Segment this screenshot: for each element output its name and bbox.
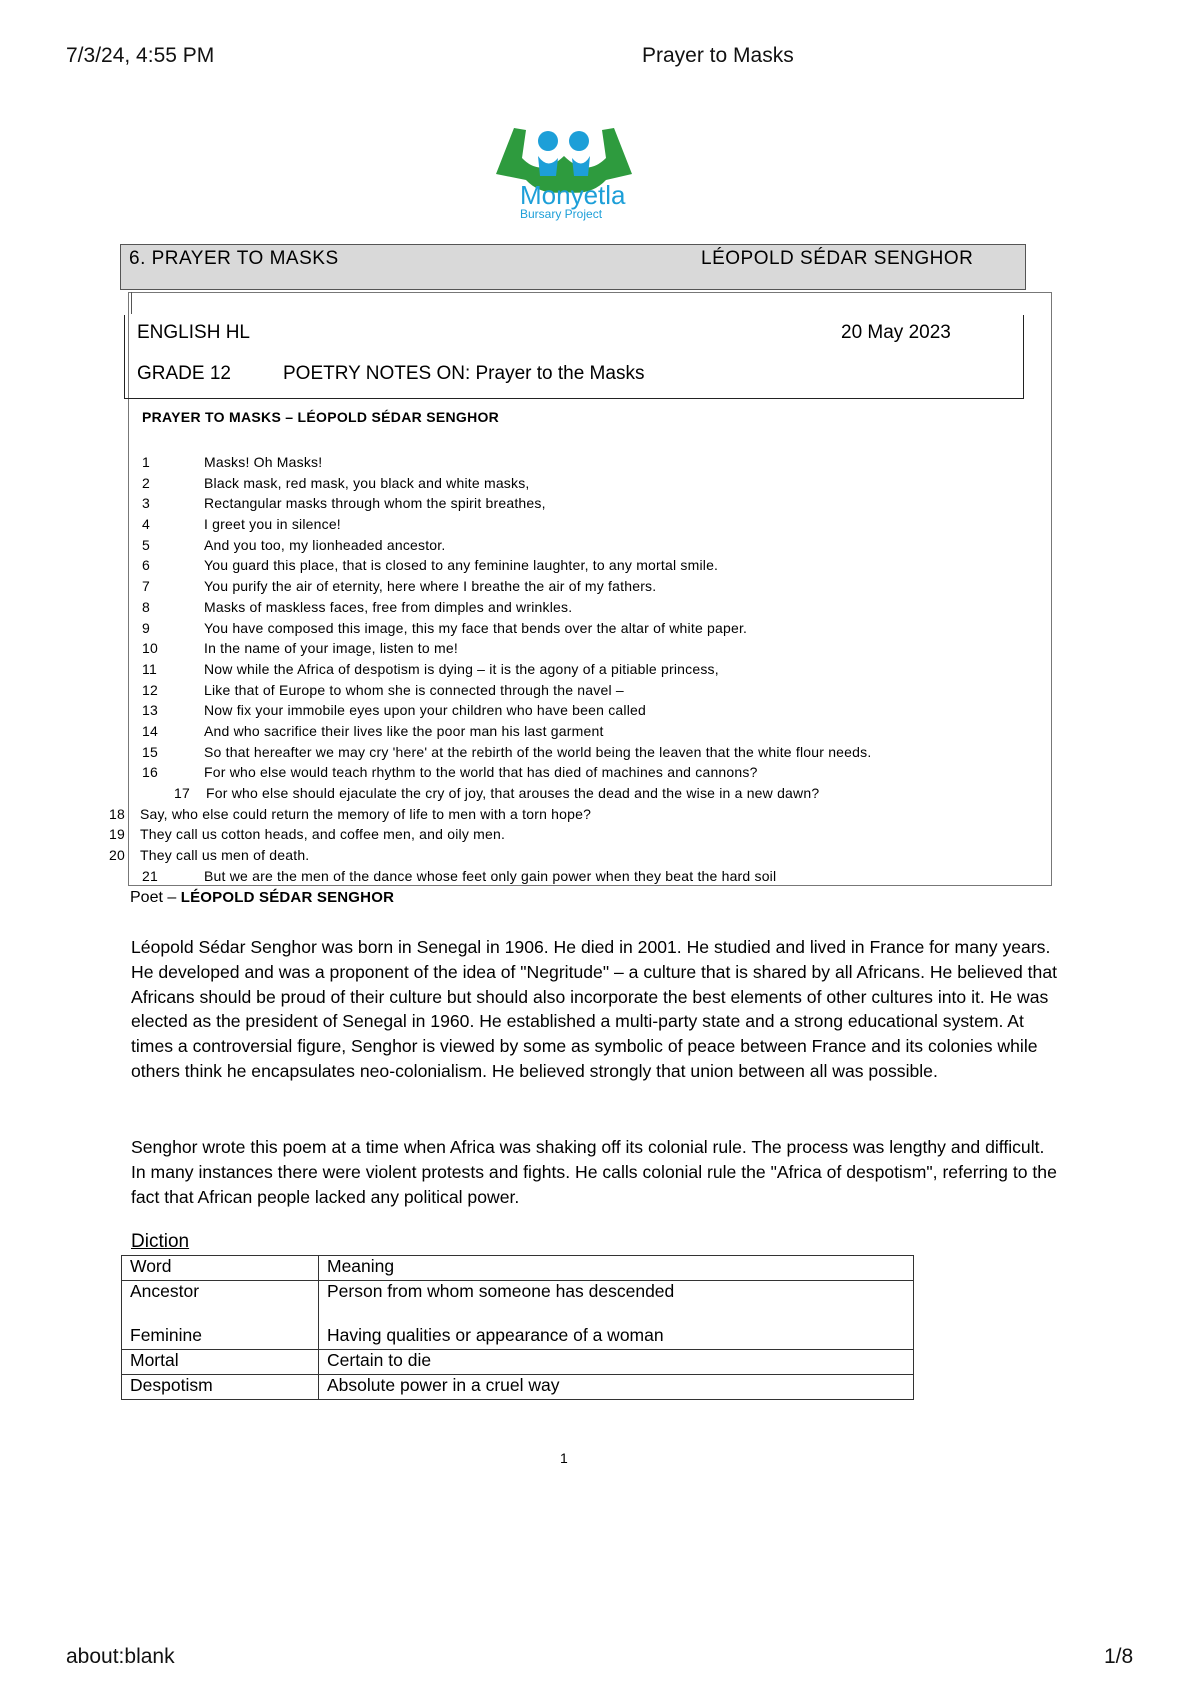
poem-line-text: Masks! Oh Masks! [204, 454, 323, 470]
poem-line-text: Rectangular masks through whom the spirit breathes, [204, 495, 546, 512]
print-header-title: Prayer to Masks [642, 44, 794, 67]
diction-table [121, 1255, 914, 1400]
print-header-date: 7/3/24, 4:55 PM [66, 44, 215, 67]
poem-line-number: 1 [142, 454, 150, 470]
poem-line-text: Say, who else could return the memory of life to men with a torn hope? [140, 805, 592, 822]
poem-line-number: 15 [142, 743, 158, 760]
poem-line-text: And who sacrifice their lives like the poor man his last garment [204, 722, 604, 739]
poet-biography: Léopold Sédar Senghor was born in Senegal in 1906. He died in 2001. He studied and lived in France for many years. He developed and was a proponent of the idea of "Negritude" – a culture that is shared by all Africans. He believed that Africans should be proud of their culture but should also incorporate the best elements of other cultures into it. He was elected as the president of Senegal in 1960. He established a multi-party state and a strong educational system. At times a controversial figure, Senghor is viewed by some as symbolic of peace between France and its colonies while others think he encapsulates neo-colonialism. He believed strongly that union between all was possible. [131, 937, 1057, 1081]
diction-row [122, 1281, 914, 1326]
poem-line-text: Now fix your immobile eyes upon your children who have been called [204, 702, 646, 719]
poem-line-number: 6 [142, 557, 150, 574]
diction-word: Feminine [122, 1325, 319, 1350]
poem-line-number: 14 [142, 722, 158, 739]
poem-line-text: And you too, my lionheaded ancestor. [204, 536, 446, 553]
poem-line-text: Like that of Europe to whom she is connected through the navel – [204, 681, 624, 698]
monyetla-logo [486, 118, 644, 230]
poem-line-text: For who else would teach rhythm to the world that has died of machines and cannons? [204, 764, 758, 781]
diction-header-row [122, 1256, 914, 1281]
poem-line-text: You guard this place, that is closed to any feminine laughter, to any mortal smile. [204, 557, 719, 574]
diction-heading: Diction [131, 1231, 190, 1252]
print-footer-url: about:blank [66, 1645, 175, 1668]
poem-line-number: 19 [109, 826, 125, 843]
poem-line-number: 21 [142, 867, 158, 884]
poem-line-number: 2 [142, 474, 150, 491]
poem-line-text: They call us men of death. [140, 847, 310, 864]
title-bar [120, 244, 1026, 290]
poem-line-text: Masks of maskless faces, free from dimples and wrinkles. [204, 598, 573, 615]
poem-line [100, 638, 1060, 659]
notes-title: POETRY NOTES ON: Prayer to the Masks [283, 363, 645, 384]
poem-line [100, 804, 1060, 825]
poem-line [100, 576, 1060, 597]
poet-name: LÉOPOLD SÉDAR SENGHOR [180, 889, 395, 906]
poem-line-text: For who else should ejaculate the cry of joy, that arouses the dead and the wise in a new dawn? [206, 785, 820, 801]
diction-meaning: Person from whom someone has descended [319, 1281, 914, 1326]
poem-line [100, 762, 1060, 783]
diction-word: Ancestor [122, 1281, 319, 1326]
poem-context: Senghor wrote this poem at a time when Africa was shaking off its colonial rule. The process was lengthy and difficult. In many instances there were violent protests and fights. He calls colonial rule the "Africa of despotism", referring to the fact that African people lacked any political power. [131, 1137, 1057, 1207]
diction-row [122, 1325, 914, 1350]
grade-label: GRADE 12 [137, 363, 231, 384]
poem-line-number: 5 [142, 536, 150, 553]
diction-row [122, 1375, 914, 1400]
poem-line [100, 535, 1060, 556]
poem-line-number: 4 [142, 516, 150, 533]
poem-line-number: 8 [142, 598, 150, 615]
poem-line-text: You purify the air of eternity, here where I breathe the air of my fathers. [204, 578, 657, 595]
poem-line [100, 824, 1060, 845]
column-header-meaning: Meaning [319, 1256, 914, 1281]
poet-name-title: LÉOPOLD SÉDAR SENGHOR [701, 248, 974, 269]
diction-word: Mortal [122, 1350, 319, 1375]
diction-meaning: Certain to die [319, 1350, 914, 1375]
poem-line [100, 555, 1060, 576]
poem-line-number: 9 [142, 619, 150, 636]
poem-line [100, 514, 1060, 535]
poem-line-number: 7 [142, 578, 150, 595]
poem-line-text: Black mask, red mask, you black and white masks, [204, 474, 530, 491]
poem-line-number: 12 [142, 681, 158, 698]
poet-label: Poet – [130, 889, 177, 906]
poem-line [100, 866, 1060, 887]
logo-figures-icon [486, 118, 644, 230]
poem-line [100, 700, 1060, 721]
poem-line [100, 618, 1060, 639]
poem-heading: PRAYER TO MASKS – LÉOPOLD SÉDAR SENGHOR [142, 409, 500, 425]
poem-line [100, 659, 1060, 680]
diction-meaning: Absolute power in a cruel way [319, 1375, 914, 1400]
poem-line [100, 680, 1060, 701]
poem-line [100, 452, 1060, 473]
poem-line-number: 11 [142, 660, 157, 677]
poem-line-text: Now while the Africa of despotism is dying – it is the agony of a pitiable princess, [204, 660, 719, 677]
poem-line-text: You have composed this image, this my face that bends over the altar of white paper. [204, 619, 748, 636]
print-footer-page-count: 1/8 [1104, 1645, 1134, 1668]
poem-line-number: 17 [174, 785, 190, 801]
poem-lines [100, 452, 1060, 886]
poem-line-number: 20 [109, 847, 125, 864]
poem-line-number: 18 [109, 805, 125, 822]
diction-word: Despotism [122, 1375, 319, 1400]
poem-line-text: I greet you in silence! [204, 516, 341, 533]
poet-heading [130, 889, 394, 907]
logo-tagline: Bursary Project [520, 207, 603, 221]
poem-line [100, 473, 1060, 494]
notes-date: 20 May 2023 [841, 322, 951, 343]
poem-title: 6. PRAYER TO MASKS [129, 248, 339, 269]
column-header-word: Word [122, 1256, 319, 1281]
poem-line-number: 10 [142, 640, 158, 657]
poem-line-number: 16 [142, 764, 158, 781]
subject-label: ENGLISH HL [137, 322, 250, 343]
poem-line-number: 3 [142, 495, 150, 512]
poem-line-text: They call us cotton heads, and coffee men, and oily men. [140, 826, 506, 843]
notes-meta-box [124, 315, 1024, 399]
page-number: 1 [560, 1450, 568, 1466]
logo-name: Monyetla [520, 180, 626, 210]
poem-line [100, 597, 1060, 618]
poem-line-number: 13 [142, 702, 158, 719]
poem-line [100, 493, 1060, 514]
poem-line [100, 783, 1060, 804]
poem-line [100, 845, 1060, 866]
poem-line-text: In the name of your image, listen to me! [204, 640, 458, 657]
poem-line [100, 742, 1060, 763]
poem-line-text: So that hereafter we may cry 'here' at the rebirth of the world being the leaven that the white flour needs. [204, 743, 872, 760]
diction-meaning: Having qualities or appearance of a woman [319, 1325, 914, 1350]
poem-line [100, 721, 1060, 742]
poem-line-text: But we are the men of the dance whose feet only gain power when they beat the hard soil [204, 867, 777, 884]
diction-row [122, 1350, 914, 1375]
